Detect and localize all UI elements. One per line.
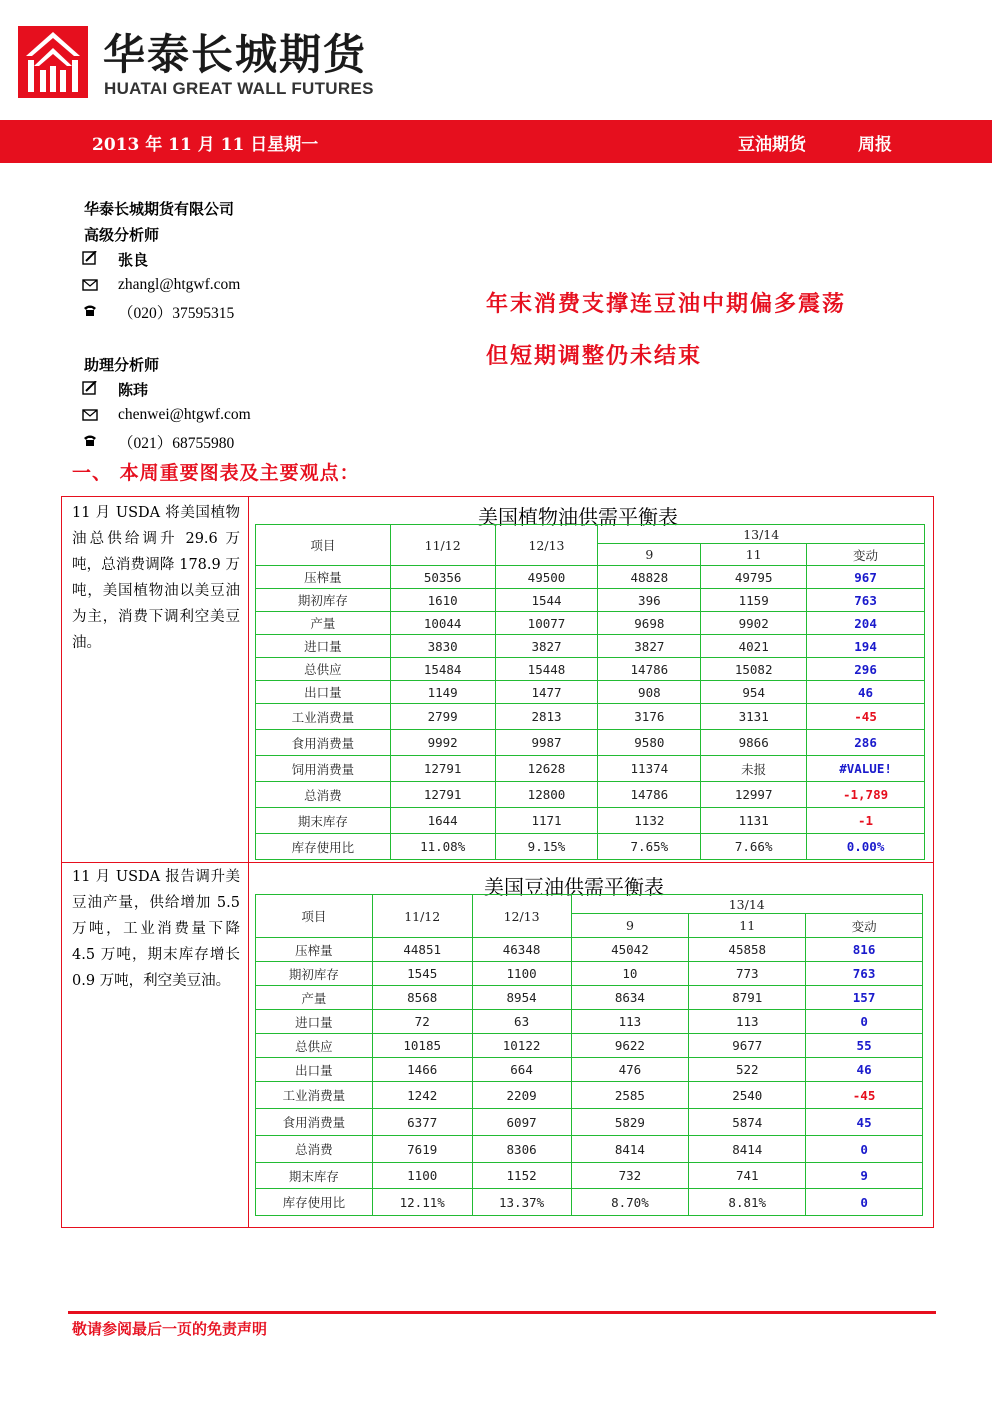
value-cell: 2813 bbox=[495, 704, 598, 730]
soy-oil-table-title: 美国豆油供需平衡表 bbox=[484, 875, 664, 899]
value-cell: 2799 bbox=[390, 704, 495, 730]
value-cell: 396 bbox=[598, 589, 701, 612]
row-label: 进口量 bbox=[256, 635, 391, 658]
table-row bbox=[256, 704, 925, 730]
value-cell: 15484 bbox=[390, 658, 495, 681]
col-header-item: 项目 bbox=[256, 895, 373, 938]
value-cell: 6097 bbox=[472, 1109, 571, 1136]
change-cell: 296 bbox=[807, 658, 925, 681]
col-header-year: 11/12 bbox=[372, 895, 472, 938]
footer-divider bbox=[68, 1311, 936, 1314]
value-cell: 1131 bbox=[701, 808, 807, 834]
change-cell: 194 bbox=[807, 635, 925, 658]
mail-icon bbox=[82, 278, 98, 292]
value-cell: 9902 bbox=[701, 612, 807, 635]
row-label: 食用消费量 bbox=[256, 1109, 373, 1136]
table-row bbox=[256, 782, 925, 808]
change-cell: -1,789 bbox=[807, 782, 925, 808]
row-label: 出口量 bbox=[256, 681, 391, 704]
headline-line-2: 但短期调整仍未结束 bbox=[486, 343, 703, 369]
value-cell: 9622 bbox=[571, 1034, 689, 1058]
table-row bbox=[256, 1163, 923, 1189]
value-cell: 2540 bbox=[689, 1082, 806, 1109]
change-cell: 45 bbox=[806, 1109, 923, 1136]
report-date: 2013 年 11 月 11 日星期一 bbox=[92, 135, 319, 155]
col-header-year: 12/13 bbox=[495, 525, 598, 566]
value-cell: 46348 bbox=[472, 938, 571, 962]
change-cell: -1 bbox=[807, 808, 925, 834]
row-label: 压榨量 bbox=[256, 566, 391, 589]
change-cell: 9 bbox=[806, 1163, 923, 1189]
value-cell: 1610 bbox=[390, 589, 495, 612]
value-cell: 2209 bbox=[472, 1082, 571, 1109]
change-cell: 967 bbox=[807, 566, 925, 589]
col-header-year: 11/12 bbox=[390, 525, 495, 566]
section-title: 一、 本周重要图表及主要观点： bbox=[72, 462, 360, 484]
value-cell: 1544 bbox=[495, 589, 598, 612]
value-cell: 8.70% bbox=[571, 1189, 689, 1216]
value-cell: 12800 bbox=[495, 782, 598, 808]
value-cell: 12.11% bbox=[372, 1189, 472, 1216]
value-cell: 1159 bbox=[701, 589, 807, 612]
assistant-analyst-title: 助理分析师 bbox=[84, 356, 160, 374]
value-cell: 72 bbox=[372, 1010, 472, 1034]
senior-analyst-phone: （020）37595315 bbox=[118, 305, 235, 322]
value-cell: 1149 bbox=[390, 681, 495, 704]
value-cell: 908 bbox=[598, 681, 701, 704]
row-label: 工业消费量 bbox=[256, 704, 391, 730]
change-cell: 286 bbox=[807, 730, 925, 756]
change-cell: #VALUE! bbox=[807, 756, 925, 782]
row-label: 库存使用比 bbox=[256, 834, 391, 860]
col-header-change: 变动 bbox=[806, 914, 923, 938]
row-label: 产量 bbox=[256, 986, 373, 1010]
value-cell: 8414 bbox=[689, 1136, 806, 1163]
value-cell: 6377 bbox=[372, 1109, 472, 1136]
table-row bbox=[256, 938, 923, 962]
value-cell: 11.08% bbox=[390, 834, 495, 860]
change-cell: 0.00% bbox=[807, 834, 925, 860]
assistant-analyst-phone: （021）68755980 bbox=[118, 435, 235, 452]
change-cell: 46 bbox=[807, 681, 925, 704]
value-cell: 7.66% bbox=[701, 834, 807, 860]
table-row bbox=[256, 658, 925, 681]
row-label: 总供应 bbox=[256, 1034, 373, 1058]
value-cell: 8414 bbox=[571, 1136, 689, 1163]
company-name: 华泰长城期货有限公司 bbox=[84, 200, 235, 218]
value-cell: 7.65% bbox=[598, 834, 701, 860]
value-cell: 1171 bbox=[495, 808, 598, 834]
senior-analyst-title: 高级分析师 bbox=[84, 226, 160, 244]
col-header-year: 13/14 bbox=[598, 525, 925, 544]
value-cell: 11374 bbox=[598, 756, 701, 782]
row-label: 期初库存 bbox=[256, 589, 391, 612]
row-label: 总消费 bbox=[256, 1136, 373, 1163]
table-row bbox=[256, 635, 925, 658]
value-cell: 732 bbox=[571, 1163, 689, 1189]
value-cell: 1242 bbox=[372, 1082, 472, 1109]
value-cell: 10122 bbox=[472, 1034, 571, 1058]
table-row bbox=[256, 808, 925, 834]
col-header-change: 变动 bbox=[807, 544, 925, 566]
value-cell: 773 bbox=[689, 962, 806, 986]
row-label: 期末库存 bbox=[256, 1163, 373, 1189]
huatai-logo-icon bbox=[18, 26, 88, 98]
report-category: 豆油期货 bbox=[738, 135, 806, 155]
table-row bbox=[256, 1010, 923, 1034]
value-cell: 13.37% bbox=[472, 1189, 571, 1216]
value-cell: 15448 bbox=[495, 658, 598, 681]
value-cell: 1132 bbox=[598, 808, 701, 834]
table-row bbox=[256, 1109, 923, 1136]
col-header-year: 13/14 bbox=[571, 895, 922, 914]
value-cell: 10044 bbox=[390, 612, 495, 635]
value-cell: 8634 bbox=[571, 986, 689, 1010]
brand-name-en: HUATAI GREAT WALL FUTURES bbox=[104, 79, 374, 98]
row-label: 食用消费量 bbox=[256, 730, 391, 756]
col-header-month: 9 bbox=[598, 544, 701, 566]
value-cell: 9987 bbox=[495, 730, 598, 756]
col-header-month: 9 bbox=[571, 914, 689, 938]
value-cell: 7619 bbox=[372, 1136, 472, 1163]
value-cell: 14786 bbox=[598, 658, 701, 681]
table-row bbox=[256, 1189, 923, 1216]
row-label: 工业消费量 bbox=[256, 1082, 373, 1109]
value-cell: 12791 bbox=[390, 782, 495, 808]
value-cell: 8306 bbox=[472, 1136, 571, 1163]
value-cell: 50356 bbox=[390, 566, 495, 589]
value-cell: 12791 bbox=[390, 756, 495, 782]
change-cell: 0 bbox=[806, 1189, 923, 1216]
value-cell: 9992 bbox=[390, 730, 495, 756]
veg-oil-balance-table bbox=[255, 524, 925, 860]
row-label: 压榨量 bbox=[256, 938, 373, 962]
table-row bbox=[256, 612, 925, 635]
change-cell: 763 bbox=[806, 962, 923, 986]
row-label: 饲用消费量 bbox=[256, 756, 391, 782]
row-label: 库存使用比 bbox=[256, 1189, 373, 1216]
row-label: 产量 bbox=[256, 612, 391, 635]
value-cell: 45042 bbox=[571, 938, 689, 962]
value-cell: 10 bbox=[571, 962, 689, 986]
value-cell: 664 bbox=[472, 1058, 571, 1082]
value-cell: 2585 bbox=[571, 1082, 689, 1109]
table-row bbox=[256, 1034, 923, 1058]
value-cell: 9698 bbox=[598, 612, 701, 635]
table-row bbox=[256, 756, 925, 782]
col-header-year: 12/13 bbox=[472, 895, 571, 938]
change-cell: 0 bbox=[806, 1136, 923, 1163]
col-header-month: 11 bbox=[701, 544, 807, 566]
table-row bbox=[256, 1136, 923, 1163]
table-row bbox=[256, 730, 925, 756]
value-cell: 49795 bbox=[701, 566, 807, 589]
value-cell: 1466 bbox=[372, 1058, 472, 1082]
value-cell: 9.15% bbox=[495, 834, 598, 860]
value-cell: 48828 bbox=[598, 566, 701, 589]
value-cell: 44851 bbox=[372, 938, 472, 962]
table-row bbox=[256, 834, 925, 860]
table-row bbox=[256, 566, 925, 589]
brand-name-cn: 华泰长城期货 bbox=[103, 30, 368, 79]
value-cell: 3176 bbox=[598, 704, 701, 730]
change-cell: -45 bbox=[807, 704, 925, 730]
change-cell: 157 bbox=[806, 986, 923, 1010]
value-cell: 9580 bbox=[598, 730, 701, 756]
value-cell: 9677 bbox=[689, 1034, 806, 1058]
value-cell: 1545 bbox=[372, 962, 472, 986]
frame-column-divider bbox=[248, 496, 249, 1228]
veg-oil-note: 11 月 USDA 将美国植物油总供给调升 29.6 万吨，总消费调降 178.9 万吨，美国植物油以美豆油为主，消费下调利空美豆油。 bbox=[72, 505, 240, 651]
value-cell: 8.81% bbox=[689, 1189, 806, 1216]
value-cell: 10077 bbox=[495, 612, 598, 635]
value-cell: 1100 bbox=[472, 962, 571, 986]
change-cell: 763 bbox=[807, 589, 925, 612]
row-label: 出口量 bbox=[256, 1058, 373, 1082]
value-cell: 5829 bbox=[571, 1109, 689, 1136]
change-cell: 204 bbox=[807, 612, 925, 635]
pen-icon bbox=[82, 381, 98, 395]
value-cell: 522 bbox=[689, 1058, 806, 1082]
assistant-analyst-email[interactable]: chenwei@htgwf.com bbox=[118, 406, 251, 423]
table-row bbox=[256, 1058, 923, 1082]
col-header-item: 项目 bbox=[256, 525, 391, 566]
veg-oil-table-title: 美国植物油供需平衡表 bbox=[478, 505, 678, 529]
value-cell: 1477 bbox=[495, 681, 598, 704]
value-cell: 8568 bbox=[372, 986, 472, 1010]
value-cell: 未报 bbox=[701, 756, 807, 782]
change-cell: 46 bbox=[806, 1058, 923, 1082]
row-label: 期初库存 bbox=[256, 962, 373, 986]
value-cell: 954 bbox=[701, 681, 807, 704]
value-cell: 3827 bbox=[495, 635, 598, 658]
row-label: 总消费 bbox=[256, 782, 391, 808]
col-header-month: 11 bbox=[689, 914, 806, 938]
value-cell: 741 bbox=[689, 1163, 806, 1189]
value-cell: 113 bbox=[689, 1010, 806, 1034]
frame-divider bbox=[61, 862, 934, 863]
assistant-analyst-name: 陈玮 bbox=[118, 381, 149, 399]
value-cell: 3131 bbox=[701, 704, 807, 730]
report-type: 周报 bbox=[858, 135, 892, 155]
value-cell: 1152 bbox=[472, 1163, 571, 1189]
value-cell: 49500 bbox=[495, 566, 598, 589]
value-cell: 45858 bbox=[689, 938, 806, 962]
change-cell: 816 bbox=[806, 938, 923, 962]
value-cell: 3827 bbox=[598, 635, 701, 658]
soy-oil-note: 11 月 USDA 报告调升美豆油产量，供给增加 5.5 万吨，工业消费量下降 4.5 万吨，期末库存增长 0.9 万吨，利空美豆油。 bbox=[72, 869, 240, 989]
table-row bbox=[256, 589, 925, 612]
row-label: 总供应 bbox=[256, 658, 391, 681]
row-label: 期末库存 bbox=[256, 808, 391, 834]
table-row bbox=[256, 962, 923, 986]
value-cell: 3830 bbox=[390, 635, 495, 658]
value-cell: 10185 bbox=[372, 1034, 472, 1058]
value-cell: 1100 bbox=[372, 1163, 472, 1189]
change-cell: 55 bbox=[806, 1034, 923, 1058]
phone-icon bbox=[82, 303, 98, 317]
value-cell: 9866 bbox=[701, 730, 807, 756]
value-cell: 12628 bbox=[495, 756, 598, 782]
table-row bbox=[256, 681, 925, 704]
change-cell: -45 bbox=[806, 1082, 923, 1109]
value-cell: 476 bbox=[571, 1058, 689, 1082]
senior-analyst-email[interactable]: zhangl@htgwf.com bbox=[118, 276, 241, 293]
value-cell: 8954 bbox=[472, 986, 571, 1010]
value-cell: 5874 bbox=[689, 1109, 806, 1136]
value-cell: 14786 bbox=[598, 782, 701, 808]
soy-oil-balance-table bbox=[255, 894, 923, 1216]
table-row bbox=[256, 1082, 923, 1109]
disclaimer-note: 敬请参阅最后一页的免责声明 bbox=[72, 1320, 268, 1338]
pen-icon bbox=[82, 251, 98, 265]
value-cell: 1644 bbox=[390, 808, 495, 834]
value-cell: 8791 bbox=[689, 986, 806, 1010]
value-cell: 113 bbox=[571, 1010, 689, 1034]
headline-line-1: 年末消费支撑连豆油中期偏多震荡 bbox=[486, 291, 847, 317]
phone-icon bbox=[82, 433, 98, 447]
value-cell: 15082 bbox=[701, 658, 807, 681]
row-label: 进口量 bbox=[256, 1010, 373, 1034]
value-cell: 12997 bbox=[701, 782, 807, 808]
change-cell: 0 bbox=[806, 1010, 923, 1034]
value-cell: 63 bbox=[472, 1010, 571, 1034]
value-cell: 4021 bbox=[701, 635, 807, 658]
mail-icon bbox=[82, 408, 98, 422]
senior-analyst-name: 张良 bbox=[118, 251, 149, 269]
table-row bbox=[256, 986, 923, 1010]
